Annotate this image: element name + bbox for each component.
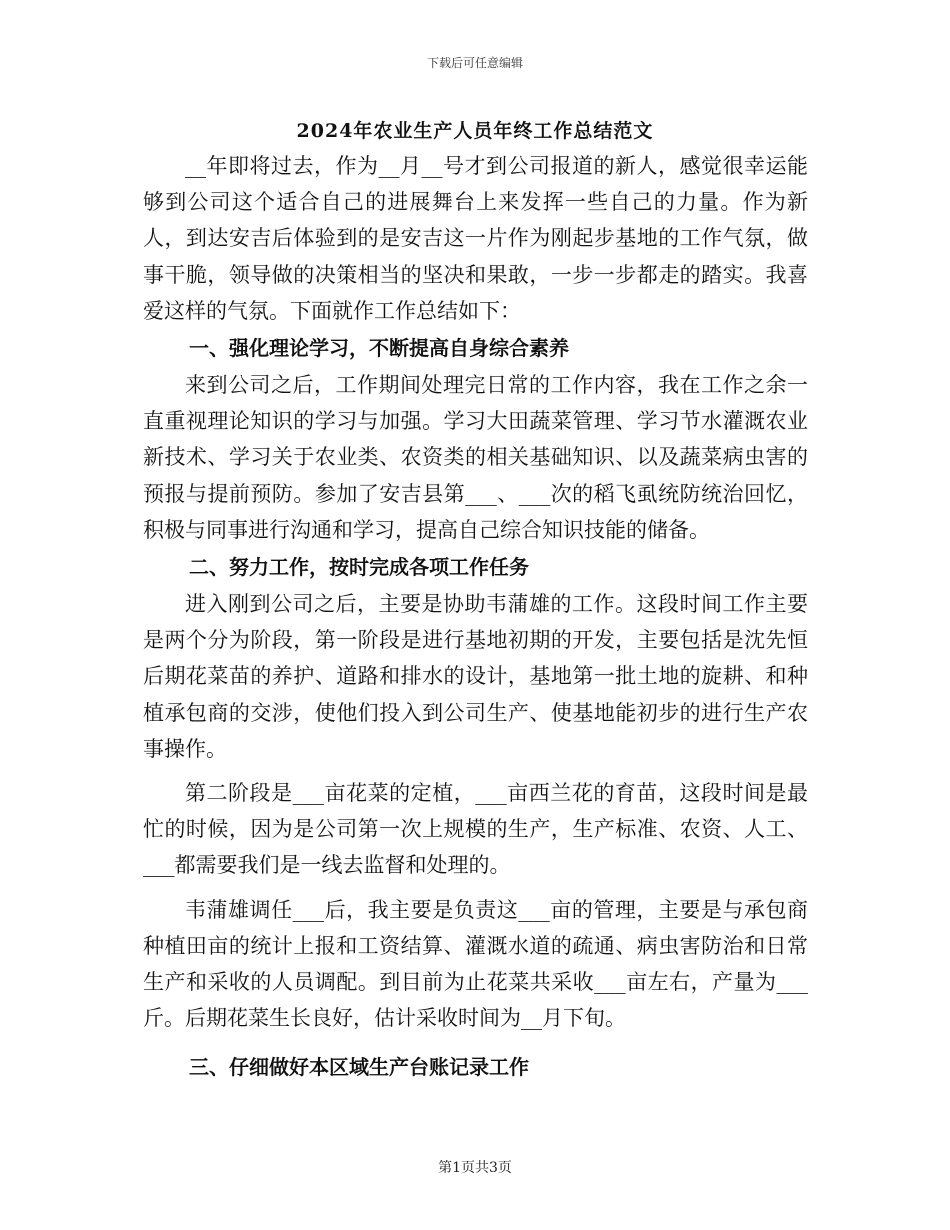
section-2-paragraph-3: 韦蒲雄调任___后，我主要是负责这___亩的管理，主要是与承包商种植田亩的统计上报和工资结算、灌溉水道的疏通、病虫害防治和日常生产和采收的人员调配。到目前为止花菜共采收___亩左右，产量为___斤。后期花菜生长良好，估计采收时间为__月下旬。 [143, 897, 808, 1031]
section-2-paragraph-2: 第二阶段是___亩花菜的定植，___亩西兰花的育苗，这段时间是最忙的时候，因为是公司第一次上规模的生产，生产标准、农资、人工、___都需要我们是一线去监督和处理的。 [143, 781, 808, 878]
page-footer: 第1页共3页 [438, 1160, 512, 1176]
section-1-paragraph: 来到公司之后，工作期间处理完日常的工作内容，我在工作之余一直重视理论知识的学习与加强。学习大田蔬菜管理、学习节水灌溉农业新技术、学习关于农业类、农资类的相关基础知识、以及蔬菜病虫害的预报与提前预防。参加了安吉县第___、___次的稻飞虱统防统治回忆，积极与同事进行沟通和学习，提高自己综合知识技能的储备。 [143, 373, 808, 542]
section-heading-3: 三、仔细做好本区域生产台账记录工作 [189, 1055, 529, 1080]
page-header: 下载后可任意编辑 [426, 56, 523, 70]
document-title: 2024年农业生产人员年终工作总结范文 [296, 120, 654, 142]
section-2-paragraph-1: 进入刚到公司之后，主要是协助韦蒲雄的工作。这段时间工作主要是两个分为阶段，第一阶段是进行基地初期的开发，主要包括是沈先恒后期花菜苗的养护、道路和排水的设计，基地第一批土地的旋耕、和种植承包商的交涉，使他们投入到公司生产、使基地能初步的进行生产农事操作。 [143, 592, 808, 761]
document-body [143, 148, 808, 1086]
intro-paragraph: __年即将过去，作为__月__号才到公司报道的新人，感觉很幸运能够到公司这个适合自己的进展舞台上来发挥一些自己的力量。作为新人，到达安吉后体验到的是安吉这一片作为刚起步基地的工作气氛，做事干脆，领导做的决策相当的坚决和果敢，一步一步都走的踏实。我喜爱这样的气氛。下面就作工作总结如下： [143, 154, 808, 323]
section-heading-2: 二、努力工作，按时完成各项工作任务 [189, 555, 529, 580]
section-heading-1: 一、强化理论学习，不断提高自身综合素养 [189, 336, 569, 361]
